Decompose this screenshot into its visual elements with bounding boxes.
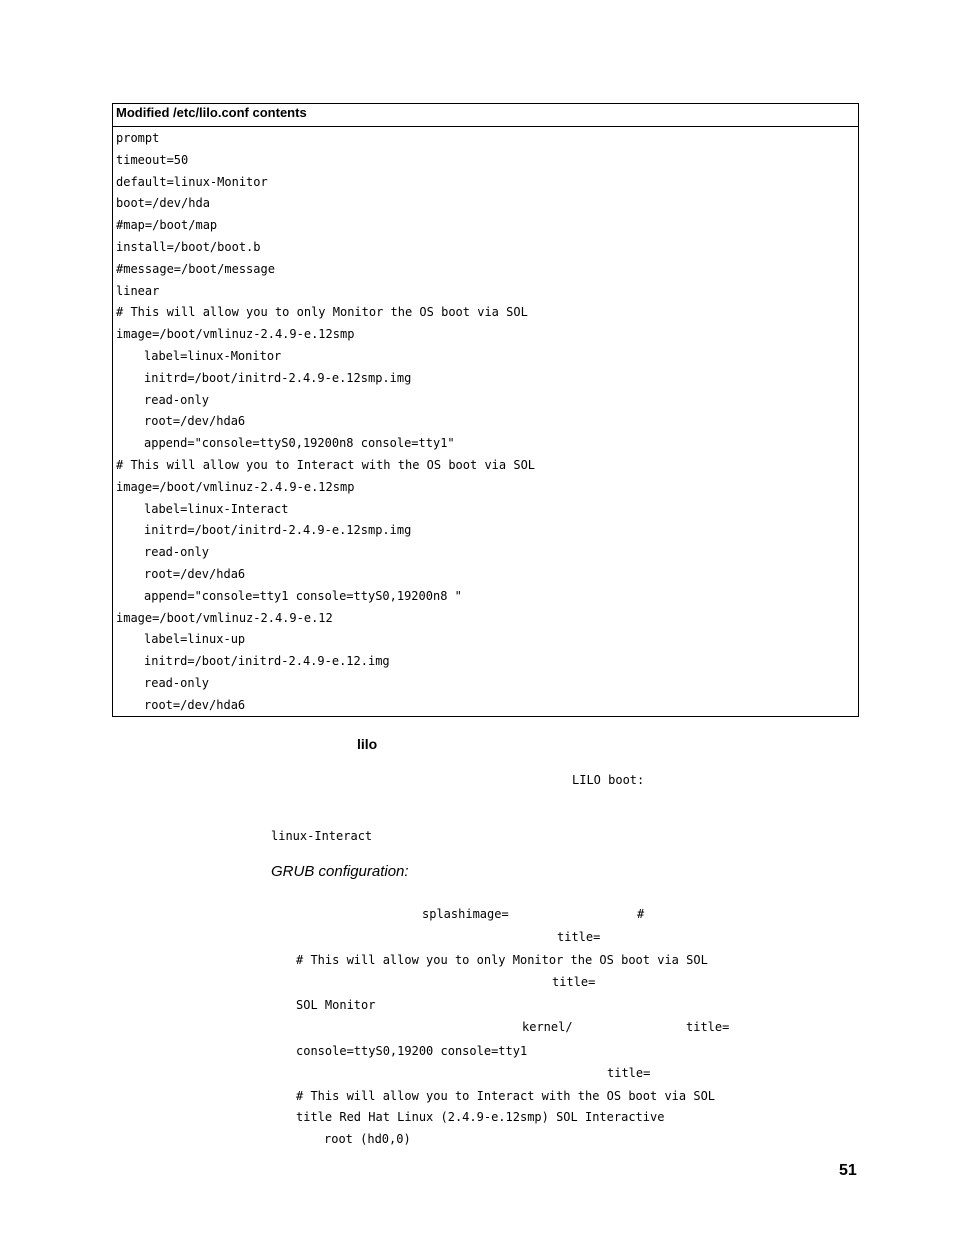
lilo-label: lilo (357, 736, 378, 752)
grub-title-redhat: title Red Hat Linux (2.4.9-e.12smp) SOL Interactive (296, 1110, 665, 1124)
code-line: append="console=tty1 console=ttyS0,19200n8 " (144, 588, 462, 603)
code-line: # This will allow you to only Monitor the OS boot via SOL (116, 305, 528, 320)
code-line: read-only (144, 675, 210, 690)
code-line: image=/boot/vmlinuz-2.4.9-e.12 (116, 610, 333, 625)
grub-comment-monitor: # This will allow you to only Monitor the OS boot via SOL (296, 953, 708, 967)
code-line: image=/boot/vmlinuz-2.4.9-e.12smp (116, 327, 355, 342)
code-line: #map=/boot/map (116, 218, 218, 233)
code-line: linear (116, 283, 160, 298)
code-line: initrd=/boot/initrd-2.4.9-e.12.img (144, 654, 390, 669)
lilo-boot-prompt: LILO boot: (572, 773, 645, 787)
table-title: Modified /etc/lilo.conf contents (116, 105, 307, 120)
linux-interact-label: linux-Interact (271, 829, 373, 843)
code-line: label=linux-Interact (144, 501, 289, 516)
code-line: boot=/dev/hda (116, 196, 210, 211)
hash-text: # (637, 907, 645, 921)
code-line: prompt (116, 131, 160, 145)
page-number: 51 (839, 1162, 857, 1179)
code-line: read-only (144, 545, 210, 560)
code-line: # This will allow you to Interact with the OS boot via SOL (116, 457, 536, 472)
code-line: initrd=/boot/initrd-2.4.9-e.12smp.img (144, 370, 412, 385)
lilo-conf-table (112, 103, 859, 717)
grub-heading: GRUB configuration: (271, 863, 409, 880)
code-line: label=linux-Monitor (144, 348, 282, 363)
code-line: root=/dev/hda6 (144, 414, 246, 429)
code-line: append="console=ttyS0,19200n8 console=tty1" (144, 436, 455, 451)
code-line: root=/dev/hda6 (144, 566, 246, 581)
console-line: console=ttyS0,19200 console=tty1 (296, 1044, 528, 1058)
code-line: root=/dev/hda6 (144, 697, 246, 712)
grub-root-line: root (hd0,0) (324, 1132, 411, 1146)
code-line: default=linux-Monitor (116, 174, 268, 189)
title-text-1: title= (557, 930, 601, 944)
code-line: label=linux-up (144, 632, 246, 647)
code-line: install=/boot/boot.b (116, 239, 261, 254)
table-body (116, 128, 851, 717)
title-text-4: title= (607, 1066, 651, 1080)
code-line: #message=/boot/message (116, 261, 275, 276)
grub-comment-interact: # This will allow you to Interact with the OS boot via SOL (296, 1089, 716, 1103)
table-header (113, 104, 858, 127)
code-line: timeout=50 (116, 152, 189, 167)
code-line: read-only (144, 392, 210, 407)
title-text-2: title= (552, 975, 596, 989)
code-line: image=/boot/vmlinuz-2.4.9-e.12smp (116, 479, 355, 494)
sol-monitor-text: SOL Monitor (296, 998, 376, 1012)
code-line: initrd=/boot/initrd-2.4.9-e.12smp.img (144, 523, 412, 538)
kernel-text: kernel/ (522, 1020, 573, 1034)
splashimage-text: splashimage= (422, 907, 509, 921)
title-text-3: title= (686, 1020, 730, 1034)
